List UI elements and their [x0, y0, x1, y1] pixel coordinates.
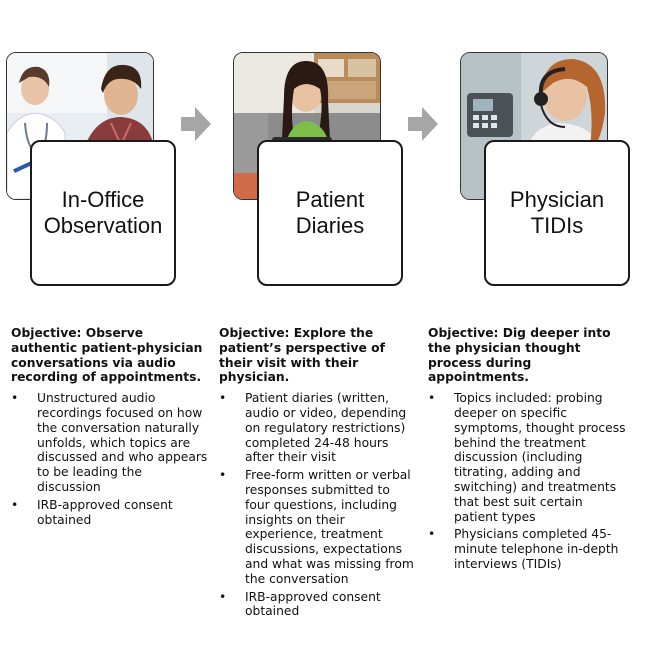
step-title: Patient Diaries — [295, 187, 365, 238]
bullet-icon: • — [11, 391, 19, 406]
list-item: • Unstructured audio recordings focused on how the conversation naturally unfolds, which topics are discussed and who appears to be leading the discussion — [11, 391, 208, 494]
bullet-icon: • — [428, 391, 436, 406]
step-card-in-office-observation — [30, 140, 176, 286]
list-item: • IRB-approved consent obtained — [11, 497, 173, 527]
step-description-patient-diaries — [219, 326, 416, 622]
bullet-icon: • — [219, 468, 227, 483]
arrow-right-icon — [408, 107, 438, 141]
step-card-patient-diaries — [257, 140, 403, 286]
list-item: • Free-form written or verbal responses submitted to four questions, including insights on their experience, treatment discussions, expectations and what was missing from the conversation — [219, 468, 414, 586]
bullet-icon: • — [219, 589, 227, 604]
objective-text: Objective: Observe authentic patient-physician conversations via audio recording of appointments. — [11, 326, 203, 385]
list-item: • Physicians completed 45-minute telephone in-depth interviews (TIDIs) — [428, 527, 619, 571]
list-item: • IRB-approved consent obtained — [219, 589, 381, 619]
step-title: Physician TIDIs — [509, 187, 605, 238]
step-card-physician-tidis — [484, 140, 630, 286]
objective-text: Objective: Dig deeper into the physician thought process during appointments. — [428, 326, 611, 385]
bullet-list — [219, 391, 416, 619]
bullet-icon: • — [219, 391, 227, 406]
bullet-icon: • — [428, 527, 436, 542]
list-item: • Patient diaries (written, audio or video, depending on regulatory restrictions) completed 24-48 hours after their visit — [219, 391, 407, 465]
list-item: • Topics included: probing deeper on specific symptoms, thought process behind the treatment discussion (including titrating, adding and switching) and treatments that best suit certain patient types — [428, 391, 626, 524]
bullet-list — [11, 391, 209, 527]
step-description-physician-tidis — [428, 326, 628, 575]
step-title: In-Office Observation — [43, 187, 163, 238]
arrow-right-icon — [181, 107, 211, 141]
step-description-in-office-observation — [11, 326, 209, 530]
bullet-icon: • — [11, 497, 19, 512]
objective-text: Objective: Explore the patient’s perspective of their visit with their physician. — [219, 326, 385, 385]
bullet-list — [428, 391, 628, 572]
